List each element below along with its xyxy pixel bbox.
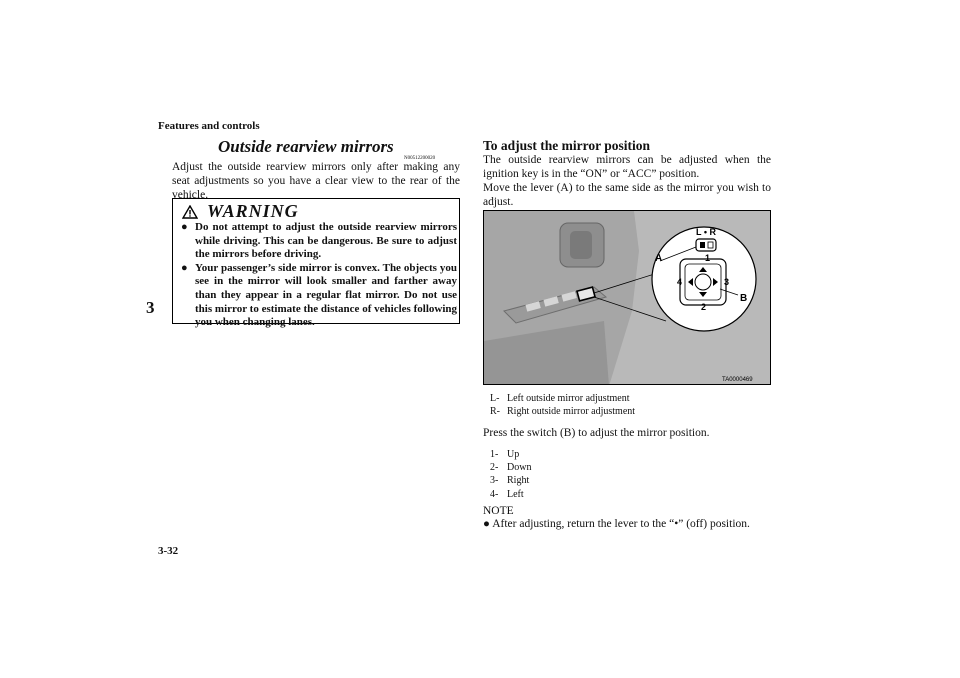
warning-item <box>181 262 457 330</box>
list-item: 3- Right <box>490 475 530 487</box>
warning-label: WARNING <box>207 201 299 221</box>
mirror-switch-figure <box>483 210 771 385</box>
warning-triangle-icon <box>182 205 198 219</box>
figure-code: TA0000469 <box>722 377 753 383</box>
bullet-icon: ● <box>181 261 188 274</box>
page-title: Outside rearview mirrors <box>218 137 394 156</box>
warning-box <box>172 198 460 329</box>
section-header: Features and controls <box>158 120 260 132</box>
door-panel-illustration <box>484 211 771 385</box>
label-b: B <box>740 293 748 304</box>
warning-item <box>181 221 457 262</box>
warning-item-text: Do not attempt to adjust the outside rearview mirrors while driving. This can be dangerous. Be sure to adjust the mirrors before driving. <box>195 221 457 261</box>
list-item: L- Left outside mirror adjustment <box>490 393 630 404</box>
label-4: 4 <box>677 277 683 287</box>
warning-item-text: Your passenger’s side mirror is convex. The objects you see in the mirror will look smaller and farther away than they appear in a regular flat mirror. Do not use this mirror to estimate the distance of vehicles following you when changing lanes. <box>195 261 457 329</box>
section-heading: To adjust the mirror position <box>483 138 651 153</box>
paragraph-ignition: The outside rearview mirrors can be adjusted when the ignition key is in the “ON” or “ACC” position. <box>483 154 771 180</box>
paragraph-switch: Press the switch (B) to adjust the mirror position. <box>483 427 710 439</box>
list-item: 4- Left <box>490 488 524 500</box>
bullet-icon: ● <box>483 518 490 530</box>
list-item: 1- Up <box>490 449 520 460</box>
list-item: 2- Down <box>490 462 532 474</box>
warning-list <box>181 221 457 330</box>
switch-list <box>490 448 531 501</box>
note-text: After adjusting, return the lever to the “•” (off) position. <box>492 518 750 530</box>
label-2: 2 <box>701 302 707 312</box>
note-item <box>483 518 750 530</box>
label-a: A <box>655 253 663 264</box>
label-3: 3 <box>724 277 730 287</box>
bullet-icon: ● <box>181 221 188 233</box>
intro-paragraph: Adjust the outside rearview mirrors only after making any seat adjustments so you have a clear view to the rear of the vehicle. <box>172 161 460 201</box>
chapter-number: 3 <box>146 298 155 317</box>
note-label: NOTE <box>483 505 514 517</box>
list-item: R- Right outside mirror adjustment <box>490 406 636 418</box>
label-1: 1 <box>705 253 711 263</box>
paragraph-lever: Move the lever (A) to the same side as the mirror you wish to adjust. <box>483 182 771 208</box>
lr-label: L • R <box>696 227 716 237</box>
lever-list <box>490 392 635 418</box>
page-number: 3-32 <box>158 545 179 557</box>
section-code: N00512200020 <box>404 156 436 161</box>
